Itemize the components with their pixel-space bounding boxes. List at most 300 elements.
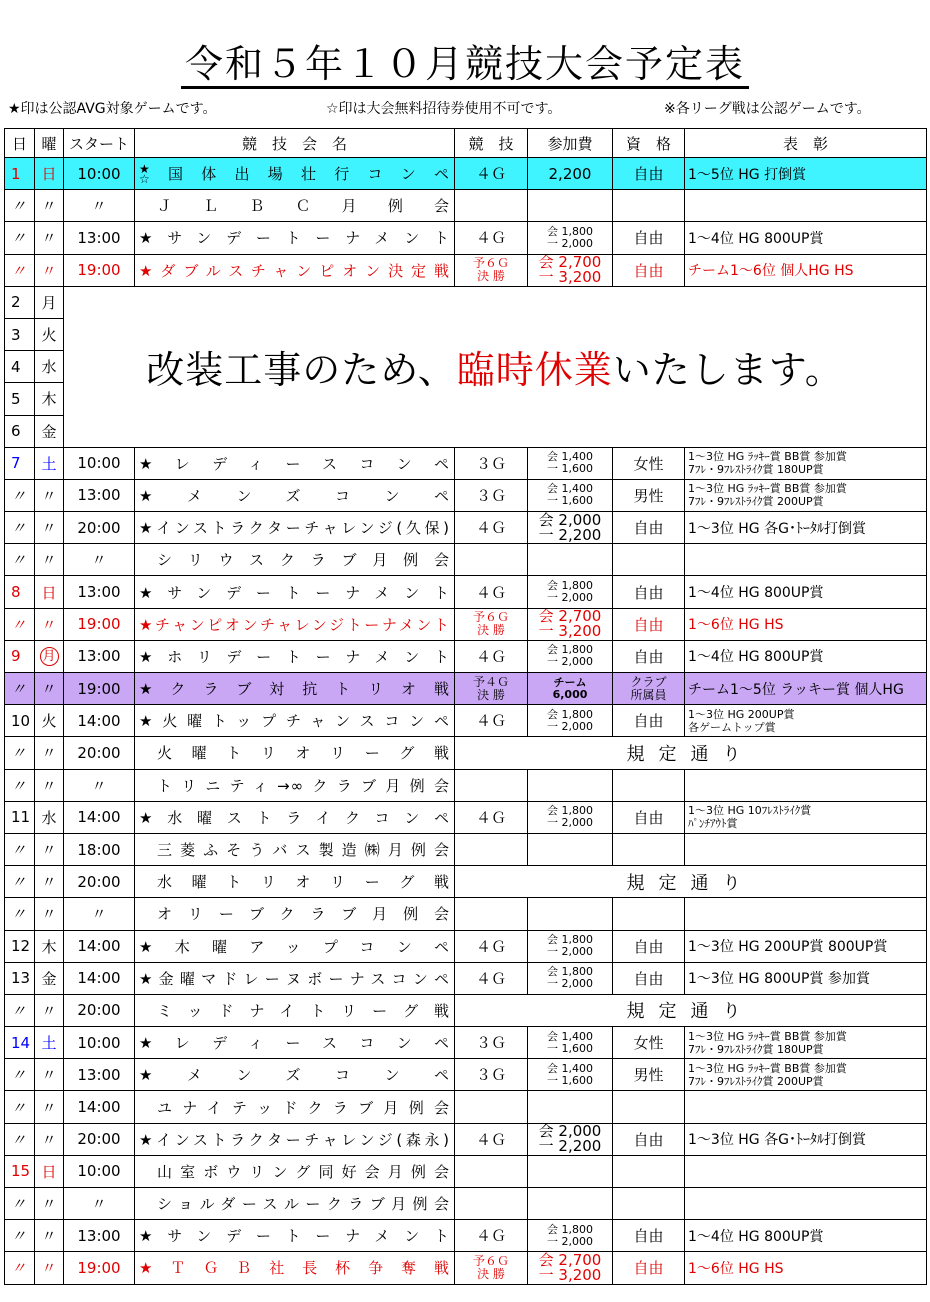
day-cell: 〃: [5, 544, 35, 576]
start-cell: 13:00: [64, 222, 135, 254]
day-cell: 15: [5, 1155, 35, 1187]
qual-cell: 自由: [613, 608, 685, 640]
award-cell: [685, 1155, 927, 1187]
cell-line: クラブ: [630, 674, 667, 689]
table-row: [5, 866, 927, 898]
award-cell: 1～3位 HG 200UP賞 800UP賞: [685, 930, 927, 962]
award-cell: [685, 447, 927, 479]
award-cell: [685, 1188, 927, 1220]
day-cell: 〃: [5, 479, 35, 511]
fee-cell: [528, 1059, 613, 1091]
day-cell: 14: [5, 1027, 35, 1059]
game-cell: [455, 190, 528, 222]
qual-cell: [613, 544, 685, 576]
cell-line: 会 1,400: [547, 450, 593, 464]
fee-cell: [528, 1252, 613, 1284]
cell-line: 会 1,800: [547, 933, 593, 947]
start-cell: 18:00: [64, 833, 135, 865]
day-cell: 3: [5, 318, 35, 350]
header-dow: 曜: [35, 129, 64, 158]
cell-line: 会 1,800: [547, 804, 593, 818]
event-name-cell: 火曜トリオリーグ戦: [135, 737, 455, 769]
qual-cell: [613, 1091, 685, 1123]
game-cell: ４Ｇ: [455, 512, 528, 544]
award-cell: 1～6位 HG HS: [685, 1252, 927, 1284]
start-cell: 10:00: [64, 1155, 135, 1187]
star-marks: ★ ☆: [139, 162, 151, 187]
fee-cell: [528, 1155, 613, 1187]
day-cell: 5: [5, 383, 35, 415]
fee-cell: 2,200: [528, 158, 613, 190]
game-cell: ４Ｇ: [455, 576, 528, 608]
dow-cell: 〃: [35, 866, 64, 898]
cell-line: 一 3,200: [538, 622, 602, 641]
table-row: [5, 737, 927, 769]
dow-cell: 〃: [35, 673, 64, 705]
start-cell: 14:00: [64, 705, 135, 737]
dow-cell: 〃: [35, 544, 64, 576]
award-cell: 1～4位 HG 800UP賞: [685, 576, 927, 608]
qual-cell: [613, 190, 685, 222]
qual-cell: 女性: [613, 447, 685, 479]
start-cell: 〃: [64, 190, 135, 222]
game-cell: [455, 1252, 528, 1284]
game-cell: [455, 544, 528, 576]
dow-cell: 〃: [35, 254, 64, 286]
event-name-cell: シリウスクラブ月例会: [135, 544, 455, 576]
event-name-cell: ★ ☆ 国体出場壮行コンペ: [135, 158, 455, 190]
qual-cell: 自由: [613, 512, 685, 544]
fee-cell: [528, 640, 613, 672]
qual-cell: 自由: [613, 705, 685, 737]
event-name-cell: ★インストラクターチャレンジ(森永): [135, 1123, 455, 1155]
start-cell: 13:00: [64, 576, 135, 608]
event-name-cell: 水曜トリオリーグ戦: [135, 866, 455, 898]
dow-cell: [35, 640, 64, 672]
award-cell: [685, 1059, 927, 1091]
game-cell: ３Ｇ: [455, 447, 528, 479]
event-name-cell: トリニティ→∞クラブ月例会: [135, 769, 455, 801]
notice-text: 改装工事のため、: [146, 348, 457, 393]
event-name-cell: ★メンズコンペ: [135, 479, 455, 511]
day-cell: 〃: [5, 673, 35, 705]
event-name-cell: ミッドナイトリーグ戦: [135, 994, 455, 1026]
table-row: [5, 673, 927, 705]
fee-cell: [528, 769, 613, 801]
event-name-cell: ★メンズコンペ: [135, 1059, 455, 1091]
cell-line: 一 1,600: [547, 462, 593, 476]
start-cell: 〃: [64, 769, 135, 801]
dow-cell: 日: [35, 158, 64, 190]
table-row: [5, 1155, 927, 1187]
cell-line: 一 1,600: [547, 1041, 593, 1055]
cell-line: 会 2,700: [538, 1251, 602, 1269]
fee-cell: [528, 447, 613, 479]
game-cell: [455, 1155, 528, 1187]
start-cell: 20:00: [64, 1123, 135, 1155]
qual-cell: 自由: [613, 962, 685, 994]
dow-cell: 土: [35, 447, 64, 479]
award-cell: [685, 833, 927, 865]
start-cell: 14:00: [64, 1091, 135, 1123]
game-cell: ４Ｇ: [455, 705, 528, 737]
table-row: [5, 1220, 927, 1252]
table-row: [5, 962, 927, 994]
day-cell: 6: [5, 415, 35, 447]
cell-line: 一 2,000: [547, 236, 593, 250]
cell-line: 一 2,200: [538, 1137, 602, 1156]
table-row: [5, 994, 927, 1026]
header-qual: 資 格: [613, 129, 685, 158]
dow-cell: 月: [35, 286, 64, 318]
day-cell: 〃: [5, 512, 35, 544]
cell-line: 決 勝: [477, 687, 505, 702]
cell-line: ﾊﾟﾝﾁｱｳﾄ賞: [688, 817, 738, 831]
header-row: [5, 129, 927, 158]
rules-cell: 規定通り: [455, 866, 927, 898]
award-cell: 1～4位 HG 800UP賞: [685, 640, 927, 672]
fee-cell: [528, 190, 613, 222]
start-cell: 〃: [64, 898, 135, 930]
rules-cell: 規定通り: [455, 737, 927, 769]
cell-line: 会 2,700: [538, 254, 602, 272]
dow-cell: 日: [35, 576, 64, 608]
fee-cell: [528, 479, 613, 511]
day-cell: 10: [5, 705, 35, 737]
event-name-cell: オリーブクラブ月例会: [135, 898, 455, 930]
cell-line: 1～3位 HG ﾗｯｷｰ賞 BB賞 参加賞: [688, 1061, 847, 1075]
closed-notice: [64, 286, 927, 447]
start-cell: 20:00: [64, 512, 135, 544]
page-title: 令和５年１０月競技大会予定表: [0, 40, 930, 88]
dow-cell: 金: [35, 962, 64, 994]
qual-cell: [613, 1155, 685, 1187]
event-name-cell: ショルダースルークラブ月例会: [135, 1188, 455, 1220]
game-cell: [455, 254, 528, 286]
event-name-cell: ★サンデートーナメント: [135, 1220, 455, 1252]
cell-line: 1～3位 HG 10ﾌﾚｽﾄﾗｲｸ賞: [688, 804, 812, 818]
qual-cell: 自由: [613, 1252, 685, 1284]
qual-cell: 自由: [613, 222, 685, 254]
qual-cell: [613, 898, 685, 930]
fee-cell: [528, 833, 613, 865]
cell-line: 会 1,800: [547, 1222, 593, 1236]
dow-cell: 水: [35, 351, 64, 383]
day-cell: 〃: [5, 608, 35, 640]
table-row: [5, 1059, 927, 1091]
game-cell: [455, 1091, 528, 1123]
dow-cell: 〃: [35, 190, 64, 222]
cell-line: 所属員: [630, 687, 667, 702]
fee-cell: [528, 930, 613, 962]
day-cell: 12: [5, 930, 35, 962]
event-name-cell: ★ダブルスチャンピオン決定戦: [135, 254, 455, 286]
event-name-cell: ★水曜ストライクコンペ: [135, 801, 455, 833]
event-name-cell: ユナイテッドクラブ月例会: [135, 1091, 455, 1123]
dow-cell: 〃: [35, 512, 64, 544]
qual-cell: 女性: [613, 1027, 685, 1059]
qual-cell: 自由: [613, 158, 685, 190]
cell-line: 6,000: [552, 687, 588, 701]
game-cell: ３Ｇ: [455, 1027, 528, 1059]
event-name-cell: ★インストラクターチャレンジ(久保): [135, 512, 455, 544]
table-row: [5, 254, 927, 286]
start-cell: 14:00: [64, 930, 135, 962]
game-cell: [455, 608, 528, 640]
event-name-cell: 三菱ふそうバス製造㈱月例会: [135, 833, 455, 865]
table-row: [5, 158, 927, 190]
header-award: 表 彰: [685, 129, 927, 158]
qual-cell: 自由: [613, 1220, 685, 1252]
game-cell: ４Ｇ: [455, 1220, 528, 1252]
award-cell: [685, 479, 927, 511]
dow-cell: 木: [35, 930, 64, 962]
start-cell: 〃: [64, 1188, 135, 1220]
day-cell: 〃: [5, 1252, 35, 1284]
start-cell: 19:00: [64, 673, 135, 705]
dow-cell: 〃: [35, 222, 64, 254]
game-cell: ３Ｇ: [455, 1059, 528, 1091]
qual-cell: 男性: [613, 1059, 685, 1091]
table-row: [5, 222, 927, 254]
cell-line: 一 2,000: [547, 977, 593, 991]
start-cell: 19:00: [64, 608, 135, 640]
qual-cell: 自由: [613, 640, 685, 672]
fee-cell: [528, 222, 613, 254]
cell-line: 一 1,600: [547, 1073, 593, 1087]
day-cell: 11: [5, 801, 35, 833]
dow-cell: 〃: [35, 1220, 64, 1252]
cell-line: 一 3,200: [538, 268, 602, 287]
start-cell: 14:00: [64, 962, 135, 994]
cell-line: 予４Ｇ: [472, 674, 509, 689]
fee-cell: [528, 512, 613, 544]
cell-line: 一 3,200: [538, 1265, 602, 1284]
table-row: [5, 190, 927, 222]
start-cell: 20:00: [64, 994, 135, 1026]
cell-line: 予６Ｇ: [472, 256, 509, 271]
table-row: [5, 479, 927, 511]
cell-line: 会 2,700: [538, 608, 602, 626]
header-day: 日: [5, 129, 35, 158]
fee-cell: [528, 608, 613, 640]
award-cell: 1～5位 HG 打倒賞: [685, 158, 927, 190]
header-fee: 参加費: [528, 129, 613, 158]
holiday-circle: 月: [40, 647, 59, 666]
dow-cell: 木: [35, 383, 64, 415]
start-cell: 〃: [64, 544, 135, 576]
qual-cell: 自由: [613, 1123, 685, 1155]
cell-line: 会 1,400: [547, 1029, 593, 1043]
game-cell: ４Ｇ: [455, 1123, 528, 1155]
day-cell: 7: [5, 447, 35, 479]
game-cell: [455, 898, 528, 930]
fee-cell: [528, 1027, 613, 1059]
award-cell: 1～3位 HG 各G･ﾄｰﾀﾙ打倒賞: [685, 512, 927, 544]
cell-line: 一 2,000: [547, 591, 593, 605]
start-cell: 13:00: [64, 1220, 135, 1252]
note-league: ※各リーグ戦は公認ゲームです。: [664, 101, 871, 117]
day-cell: 〃: [5, 833, 35, 865]
day-cell: 〃: [5, 1188, 35, 1220]
event-name-cell: ★レディースコンペ: [135, 447, 455, 479]
cell-line: 1～3位 HG 200UP賞: [688, 707, 795, 721]
day-cell: 〃: [5, 1220, 35, 1252]
note-invite: ☆印は大会無料招待券使用不可です。: [326, 101, 562, 117]
event-name-cell: ★木曜アップコンペ: [135, 930, 455, 962]
award-cell: [685, 1027, 927, 1059]
fee-cell: [528, 544, 613, 576]
dow-cell: 土: [35, 1027, 64, 1059]
table-row: [5, 608, 927, 640]
dow-cell: 火: [35, 705, 64, 737]
award-cell: 1～3位 HG 800UP賞 参加賞: [685, 962, 927, 994]
cell-line: チーム: [553, 675, 587, 689]
qual-cell: 自由: [613, 930, 685, 962]
fee-cell: [528, 254, 613, 286]
dow-cell: 日: [35, 1155, 64, 1187]
dow-cell: 水: [35, 801, 64, 833]
dow-cell: 〃: [35, 1123, 64, 1155]
award-cell: [685, 769, 927, 801]
cell-line: 会 1,800: [547, 579, 593, 593]
day-cell: 〃: [5, 866, 35, 898]
award-cell: 1～3位 HG 各G･ﾄｰﾀﾙ打倒賞: [685, 1123, 927, 1155]
event-name-cell: ★クラブ対抗トリオ戦: [135, 673, 455, 705]
game-cell: [455, 833, 528, 865]
header-event: 競 技 会 名: [135, 129, 455, 158]
day-cell: 〃: [5, 737, 35, 769]
dow-cell: 〃: [35, 737, 64, 769]
fee-cell: [528, 1220, 613, 1252]
start-cell: 13:00: [64, 1059, 135, 1091]
start-cell: 19:00: [64, 1252, 135, 1284]
cell-line: 各ゲームトップ賞: [688, 720, 776, 734]
game-cell: ４Ｇ: [455, 222, 528, 254]
table-row: [5, 930, 927, 962]
table-row: [5, 1123, 927, 1155]
day-cell: 〃: [5, 898, 35, 930]
award-cell: [685, 190, 927, 222]
cell-line: 予６Ｇ: [472, 610, 509, 625]
day-cell: 〃: [5, 769, 35, 801]
event-name-cell: ＪＬＢＣ月例会: [135, 190, 455, 222]
day-cell: 2: [5, 286, 35, 318]
game-cell: ４Ｇ: [455, 640, 528, 672]
start-cell: 20:00: [64, 737, 135, 769]
header-game: 競 技: [455, 129, 528, 158]
event-name-cell: ★ホリデートーナメント: [135, 640, 455, 672]
cell-line: 7ﾌﾚ・9ﾌﾚｽﾄﾗｲｸ賞 180UP賞: [688, 1042, 824, 1056]
day-cell: 4: [5, 351, 35, 383]
qual-cell: 男性: [613, 479, 685, 511]
notice-text-end: いたします。: [612, 348, 844, 393]
game-cell: [455, 673, 528, 705]
day-cell: 〃: [5, 1123, 35, 1155]
cell-line: 一 2,000: [547, 655, 593, 669]
cell-line: 会 1,800: [547, 643, 593, 657]
cell-line: 会 1,400: [547, 1061, 593, 1075]
cell-line: 決 勝: [477, 623, 505, 638]
table-row: [5, 1027, 927, 1059]
fee-cell: [528, 1188, 613, 1220]
award-cell: [685, 544, 927, 576]
start-cell: 14:00: [64, 801, 135, 833]
event-name-cell: ★火曜トップチャンスコンペ: [135, 705, 455, 737]
qual-cell: 自由: [613, 576, 685, 608]
fee-cell: [528, 1123, 613, 1155]
table-row: [5, 1188, 927, 1220]
cell-line: 一 2,200: [538, 525, 602, 544]
day-cell: 〃: [5, 994, 35, 1026]
table-row: [5, 833, 927, 865]
qual-cell: 自由: [613, 254, 685, 286]
cell-line: 7ﾌﾚ・9ﾌﾚｽﾄﾗｲｸ賞 200UP賞: [688, 495, 824, 509]
fee-cell: [528, 705, 613, 737]
award-cell: [685, 801, 927, 833]
day-cell: 〃: [5, 222, 35, 254]
table-row: [5, 512, 927, 544]
cell-line: 会 1,800: [547, 224, 593, 238]
schedule-table: [4, 128, 927, 1285]
cell-line: 会 2,000: [538, 1123, 602, 1141]
cell-line: 一 2,000: [547, 1234, 593, 1248]
start-cell: 10:00: [64, 158, 135, 190]
fee-cell: [528, 962, 613, 994]
game-cell: ４Ｇ: [455, 930, 528, 962]
day-cell: 〃: [5, 1059, 35, 1091]
cell-line: 会 1,400: [547, 482, 593, 496]
notice-text-red: 臨時休業: [456, 348, 613, 393]
table-row: [5, 769, 927, 801]
qual-cell: [613, 769, 685, 801]
award-cell: チーム1～5位 ラッキー賞 個人HG: [685, 673, 927, 705]
start-cell: 13:00: [64, 479, 135, 511]
cell-line: 7ﾌﾚ・9ﾌﾚｽﾄﾗｲｸ賞 200UP賞: [688, 1074, 824, 1088]
closed-row: [5, 286, 927, 318]
dow-cell: 〃: [35, 994, 64, 1026]
rules-cell: 規定通り: [455, 994, 927, 1026]
event-name-cell: ★サンデートーナメント: [135, 222, 455, 254]
dow-cell: 〃: [35, 833, 64, 865]
award-cell: [685, 1091, 927, 1123]
table-row: [5, 576, 927, 608]
award-cell: チーム1～6位 個人HG HS: [685, 254, 927, 286]
notes-line: [8, 99, 928, 119]
event-name-cell: ★サンデートーナメント: [135, 576, 455, 608]
cell-line: 7ﾌﾚ・9ﾌﾚｽﾄﾗｲｸ賞 180UP賞: [688, 463, 824, 477]
note-avg: ★印は公認AVG対象ゲームです。: [8, 101, 217, 117]
dow-cell: 火: [35, 318, 64, 350]
cell-line: 1～3位 HG ﾗｯｷｰ賞 BB賞 参加賞: [688, 1029, 847, 1043]
game-cell: [455, 1188, 528, 1220]
table-row: [5, 1252, 927, 1284]
day-cell: 1: [5, 158, 35, 190]
cell-line: 1～3位 HG ﾗｯｷｰ賞 BB賞 参加賞: [688, 482, 847, 496]
dow-cell: 〃: [35, 479, 64, 511]
cell-line: 会 1,800: [547, 965, 593, 979]
cell-line: 会 2,000: [538, 511, 602, 529]
qual-cell: 自由: [613, 801, 685, 833]
cell-line: 1～3位 HG ﾗｯｷｰ賞 BB賞 参加賞: [688, 450, 847, 464]
game-cell: ４Ｇ: [455, 962, 528, 994]
qual-cell: [613, 1188, 685, 1220]
award-cell: [685, 705, 927, 737]
table-row: [5, 898, 927, 930]
event-name-cell: ★チャンピオンチャレンジトーナメント: [135, 608, 455, 640]
start-cell: 10:00: [64, 447, 135, 479]
dow-cell: 金: [35, 415, 64, 447]
